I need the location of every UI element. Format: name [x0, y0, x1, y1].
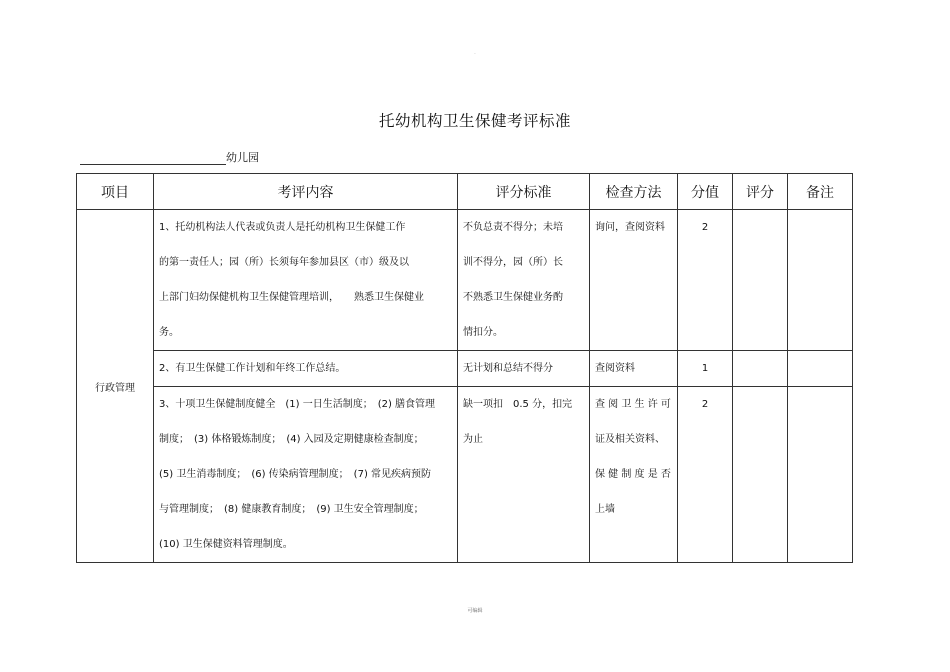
content-line: (10) 卫生保健资料管理制度。	[159, 539, 293, 550]
content-line: 1、托幼机构法人代表或负责人是托幼机构卫生保健工作	[159, 222, 406, 233]
method-line: 上墙	[595, 504, 615, 515]
content-line: 的第一责任人；园（所）长须每年参加县区（市）级及以	[159, 257, 409, 268]
method-cell	[590, 387, 678, 563]
content-line: 3、十项卫生保健制度健全 (1) 一日生活制度； (2) 膳食管理	[159, 399, 436, 410]
method-line: 查阅资料	[595, 363, 635, 374]
method-line: 保 健 制 度 是 否	[595, 469, 671, 480]
header-method: 检查方法	[590, 174, 678, 210]
content-line: 与管理制度； (8) 健康教育制度； (9) 卫生安全管理制度；	[159, 504, 424, 515]
remark-cell[interactable]	[788, 210, 853, 351]
content-line: 2、有卫生保健工作计划和年终工作总结。	[159, 363, 346, 374]
content-cell	[154, 351, 458, 387]
content-cell	[154, 387, 458, 563]
method-cell	[590, 351, 678, 387]
evaluation-table-wrap	[76, 173, 853, 563]
top-mark: .	[474, 49, 476, 56]
score-value-cell: 2	[678, 387, 733, 563]
criteria-line: 缺一项扣 0.5 分，扣完	[463, 399, 573, 410]
score-value-cell: 1	[678, 351, 733, 387]
criteria-line: 不负总责不得分；未培	[463, 222, 563, 233]
kindergarten-name-blank	[80, 155, 226, 165]
table-row	[77, 351, 853, 387]
method-line: 证及相关资料、	[595, 434, 665, 445]
header-score-value: 分值	[678, 174, 733, 210]
header-criteria: 评分标准	[458, 174, 590, 210]
page-title: 托幼机构卫生保健考评标准	[378, 112, 571, 130]
score-cell[interactable]	[733, 351, 788, 387]
content-cell	[154, 210, 458, 351]
criteria-line: 训不得分，园（所）长	[463, 257, 563, 268]
score-value-cell: 2	[678, 210, 733, 351]
kindergarten-label: 幼儿园	[226, 151, 259, 164]
header-project: 项目	[77, 174, 154, 210]
content-line: 上部门妇幼保健机构卫生保健管理培训， 熟悉卫生保健业	[159, 292, 424, 303]
criteria-line: 不熟悉卫生保健业务酌	[463, 292, 563, 303]
method-line: 询问，查阅资料	[595, 222, 665, 233]
header-content: 考评内容	[154, 174, 458, 210]
content-line: 制度； (3) 体格锻炼制度； (4) 入园及定期健康检查制度；	[159, 434, 424, 445]
remark-cell[interactable]	[788, 387, 853, 563]
category-cell: 行政管理	[77, 210, 154, 563]
criteria-cell	[458, 351, 590, 387]
header-row	[77, 174, 853, 210]
method-cell	[590, 210, 678, 351]
criteria-cell	[458, 210, 590, 351]
table-row	[77, 210, 853, 351]
evaluation-table	[76, 173, 853, 563]
remark-cell[interactable]	[788, 351, 853, 387]
criteria-cell	[458, 387, 590, 563]
criteria-line: 为止	[463, 434, 483, 445]
criteria-line: 无计划和总结不得分	[463, 363, 553, 374]
content-line: 务。	[159, 327, 179, 338]
footer-note: 可编辑	[467, 608, 483, 614]
table-row	[77, 387, 853, 563]
header-remark: 备注	[788, 174, 853, 210]
header-score: 评分	[733, 174, 788, 210]
method-line: 查 阅 卫 生 许 可	[595, 399, 671, 410]
content-line: (5) 卫生消毒制度； (6) 传染病管理制度； (7) 常见疾病预防	[159, 469, 432, 480]
score-cell[interactable]	[733, 387, 788, 563]
criteria-line: 情扣分。	[463, 327, 503, 338]
score-cell[interactable]	[733, 210, 788, 351]
